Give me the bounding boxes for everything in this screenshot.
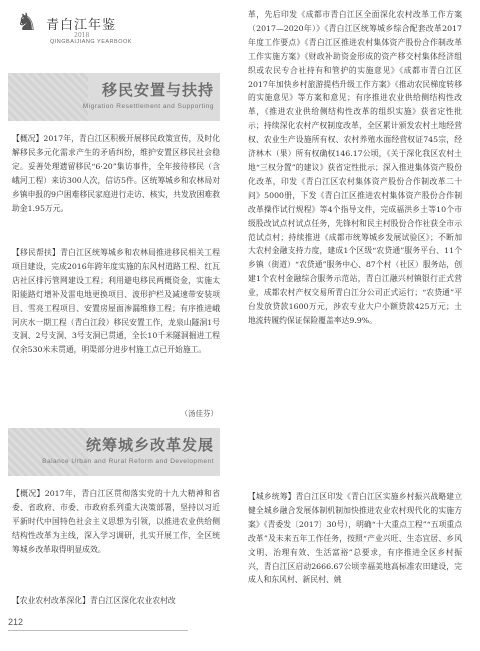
paragraph-overview-migration: [12, 132, 220, 215]
section-banner-urban-rural: [8, 428, 220, 476]
yearbook-brand-en: QINGBAIJIANG YEARBOOK: [50, 39, 132, 45]
section-title-en: Migration Resettlement and Supporting: [82, 103, 214, 110]
paragraph-text: 革，先后印发《成都市青白江区全面深化农村改革工作方案（2017—2020年）》《青白江区统筹城乡综合配套改革2017年度工作要点》《青白江区推进农村集体资产股份合作制改革工作实施方案》《财政补助资金形成的资产移交村集体经济组织或农民专合社持有和管护的实施意见》《成都市青白江区2017年加快乡村旅游提档升级工作方案》《推动农民梯度转移的实施意见》等方案和意见；有序推进农业供给侧结构性改革，《推进农业供给侧结构性改革的组织实施》获省定性批示；持续深化农村产权制度改革，全区累计颁发农村土地经营权、农业生产设施所有权、农村养殖水面经营权证745宗，经济林木（果）所有权确权146.17公顷，《关于深化我区农村土地“三权分置”的建议》获省定性批示；深入推进集体资产股份化改革，印发《青白江区农村集体资产股份合作制改革二十问》5000册，下发《青白江区推进农村集体资产股份合作制改革操作试行规程》等4个指导文件，完成福洪乡土等10个市级股改试点村试点任务，先锋村和民主村股份合作社获全市示范试点村；持续推进《成都市统筹城乡发展试验区》；不断加大农村金融支持力度，建成1个区级“农贷通”服务平台、11个乡镇（街道）“农贷通”服务中心、87个村（社区）服务站，创建1个农村金融综合服务示范站，青白江融兴村镇银行正式营业，成都农村产权交易所青白江分公司正式运行；“农贷通”平台发放贷款1600万元，涉农专业大户小额贷款425万元；土地流转履约保证保险覆盖率达9.9%。: [248, 10, 462, 325]
section-title: 移民安置与扶持: [101, 81, 214, 99]
paragraph-text: 青白江区印发《青白江区实施乡村振兴战略建立健全城乡融合发展体制机制加快推进农业农村现代化的实施方案》《青委发〔2017〕30号），明确“十大重点工程”“五项重点改革”及未来五年工作任务，按照“产业兴旺、生态宜居、乡风文明、治理有效、生活富裕”总要求，有序推进全区乡村振兴，青白江区启动2666.67公顷幸福美地高标准农田建设，完成人和东风村、新民村、姚: [248, 492, 463, 585]
paragraph-agri-reform-continued: [248, 8, 462, 328]
section-title: 统筹城乡改革发展: [85, 436, 214, 454]
author-credit: （汤佳芬）: [180, 409, 218, 418]
paragraph-agri-reform: [12, 594, 220, 608]
yearbook-brand: 青白江年鉴: [46, 18, 117, 33]
banner-pattern: [8, 428, 88, 476]
paragraph-label: 【移民帮扶】: [12, 248, 61, 257]
page-number: 212: [8, 617, 24, 627]
yearbook-year: 2018: [74, 32, 90, 39]
paragraph-text: 2017年，青白江区贯彻落实党的十九大精神和省委、省政府、市委、市政府系列重大决策部署，坚持以习近平新时代中国特色社会主义思想为引领，以推进农业供给侧结构性改革为主线，深入学习调研，扎实开展工作，全区统筹城乡改革取得明显成效。: [12, 489, 221, 554]
footer-rule: [8, 630, 188, 631]
paragraph-text: 青白江区统筹城乡和农林局推进移民相关工程项目建设，完成2016年跨年度实施的东风村道路工程、红瓦店社区排污管网建设工程；利用避电移民两概资金，实施太阳能路灯增补及雷电地更换项目、波形护栏及减速带安装项目、雪亮工程项目、安置房屋面渗漏维修工程；有序推进峨河庆水一期工程（青白江段）移民安置工作，龙泉山隧洞1号支洞、2号支洞、3号支洞已贯通，全长10千米隧洞掘进工程仅余530米未贯通，明渠部分进步村施工点已开始施工。: [12, 248, 221, 355]
paragraph-label: 【城乡统筹】: [248, 492, 296, 501]
banner-pattern: [8, 73, 88, 121]
section-title-en: Balance Urban and Rural Reform and Development: [42, 458, 214, 465]
paragraph-overview-reform: [12, 487, 220, 557]
paragraph-urban-rural-coordination: [248, 490, 462, 587]
paragraph-text: 2017年，青白江区积极开展移民政策宣传，及时化解移民多元化需求产生的矛盾纠纷，维护安置区移民社会稳定。妥善处理遗留移民“6·20”集访事件，全年接待移民（含峨河工程）来访300人次，信访5件。区统筹城乡和农林局对乡镇申报的9户困难移民家庭进行走访、核实，共发放困难救助金1.95万元。: [12, 134, 220, 213]
paragraph-text: 青白江区深化农业农村改: [89, 596, 176, 605]
section-banner-migration: [8, 73, 220, 121]
horse-icon: ♞: [16, 8, 38, 36]
paragraph-label: 【农业农村改革深化】: [12, 596, 90, 605]
paragraph-migration-support: [12, 246, 220, 357]
paragraph-label: 【概况】: [12, 134, 44, 143]
paragraph-label: 【概况】: [12, 489, 45, 498]
yearbook-header: [8, 6, 208, 50]
